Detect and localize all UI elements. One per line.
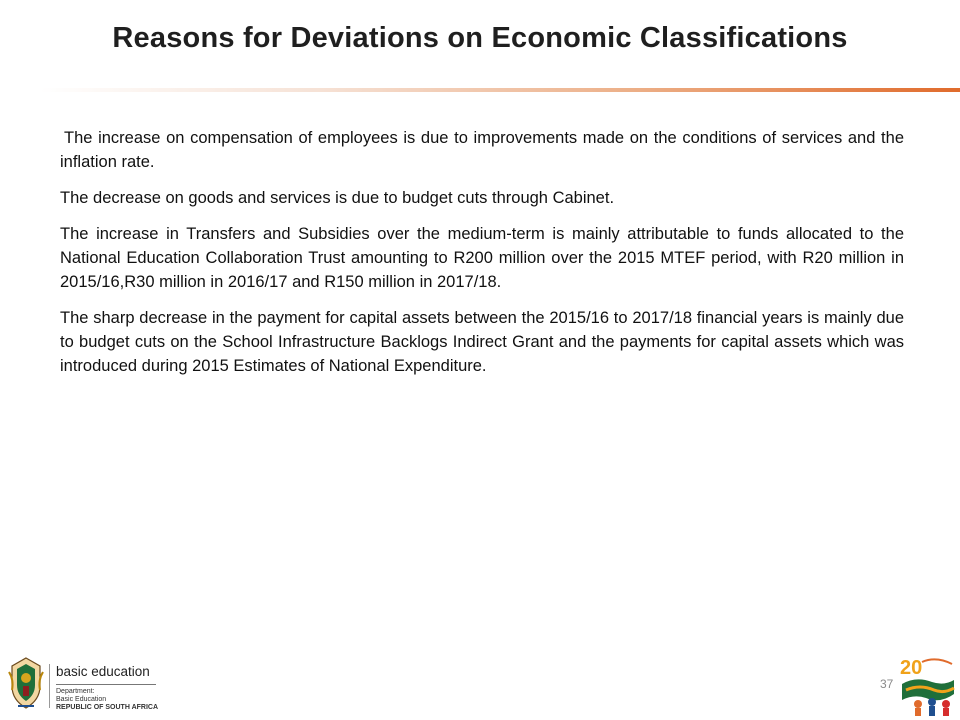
logo-rule xyxy=(56,684,156,685)
coat-of-arms-icon xyxy=(6,656,46,710)
twenty-years-freedom-logo-icon xyxy=(896,654,958,718)
paragraph-goods-services: The decrease on goods and services is due to budget cuts through Cabinet. xyxy=(60,189,615,207)
slide-title: Reasons for Deviations on Economic Classifications xyxy=(112,22,848,54)
paragraph-transfers-subsidies: The increase in Transfers and Subsidies over the medium-term is mainly attributable to funds allocated to the National Education Collaboration Trust amounting to R200 million over the 2015 MTEF period, with R20 million in 2015/16,R30 million in 2016/17 and R150 million in 2017/18. xyxy=(60,225,904,291)
svg-text:20: 20 xyxy=(900,657,923,679)
logo-country: REPUBLIC OF SOUTH AFRICA xyxy=(56,704,159,711)
logo-main-text: basic education xyxy=(56,664,150,679)
slide-body xyxy=(60,126,904,390)
department-logo xyxy=(4,652,160,714)
title-underline xyxy=(40,88,960,92)
logo-department-label: Department: xyxy=(56,688,95,695)
page-number: 37 xyxy=(880,677,894,691)
paragraph-compensation: The increase on compensation of employees is due to improvements made on the conditions of services and the inflation rate. xyxy=(60,129,904,171)
paragraph-capital-assets: The sharp decrease in the payment for capital assets between the 2015/16 to 2017/18 financial years is mainly due to budget cuts on the School Infrastructure Backlogs Indirect Grant and the payments for capital assets which was introduced during 2015 Estimates of National Expenditure. xyxy=(60,309,904,375)
logo-divider xyxy=(49,664,50,708)
logo-department-name: Basic Education xyxy=(56,696,107,703)
